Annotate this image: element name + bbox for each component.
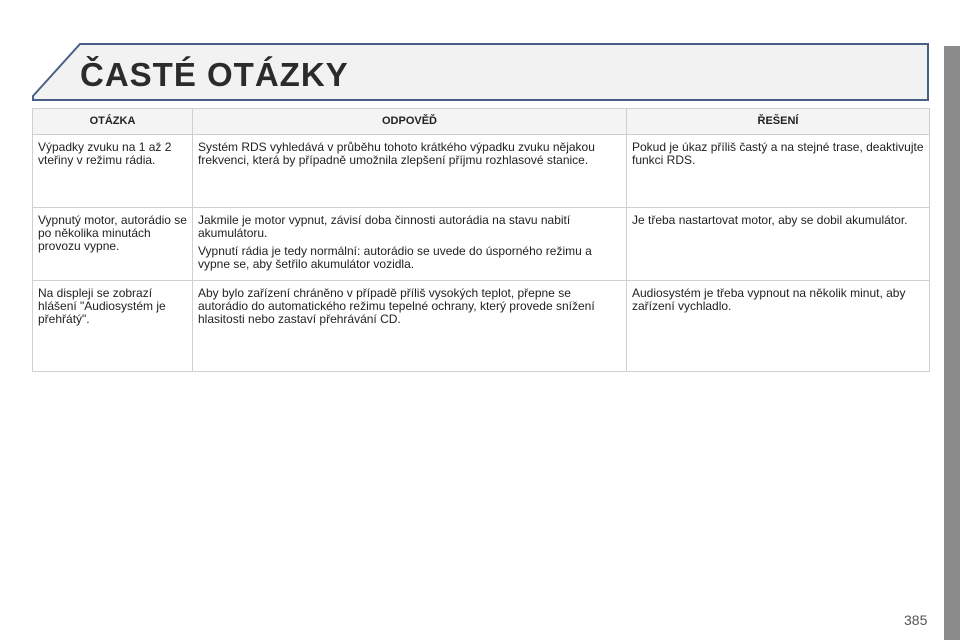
solution-cell: Je třeba nastartovat motor, aby se dobil akumulátor.	[627, 208, 930, 281]
column-header-solution: ŘEŠENÍ	[627, 109, 930, 135]
column-header-answer: ODPOVĚĎ	[193, 109, 627, 135]
page-title: ČASTÉ OTÁZKY	[80, 56, 349, 93]
answer-paragraph: Jakmile je motor vypnut, závisí doba činnosti autorádia na stavu nabití akumulátoru.	[198, 213, 571, 240]
table-row	[33, 208, 930, 281]
solution-cell: Audiosystém je třeba vypnout na několik minut, aby zařízení vychladlo.	[627, 281, 930, 372]
answer-cell	[193, 281, 627, 372]
answer-cell	[193, 208, 627, 281]
answer-paragraph: Systém RDS vyhledává v průběhu tohoto krátkého výpadku zvuku nějakou frekvenci, která by případně umožnila zlepšení příjmu rozhlasové stanice.	[198, 140, 595, 167]
side-tab-bar	[944, 46, 960, 640]
answer-paragraph: Aby bylo zařízení chráněno v případě příliš vysokých teplot, přepne se autorádio do automatického režimu tepelné ochrany, který provede snížení hlasitosti nebo zastaví přehrávání CD.	[198, 286, 595, 326]
solution-cell: Pokud je úkaz příliš častý a na stejné trase, deaktivujte funkci RDS.	[627, 135, 930, 208]
faq-table	[32, 108, 930, 372]
answer-paragraph: Vypnutí rádia je tedy normální: autorádio se uvede do úsporného režimu a vypne se, aby šetřilo akumulátor vozidla.	[198, 244, 592, 271]
question-cell: Na displeji se zobrazí hlášení "Audiosystém je přehřátý".	[33, 281, 193, 372]
table-row	[33, 135, 930, 208]
column-header-question: OTÁZKA	[33, 109, 193, 135]
question-cell: Výpadky zvuku na 1 až 2 vteřiny v režimu rádia.	[33, 135, 193, 208]
table-row	[33, 281, 930, 372]
question-cell: Vypnutý motor, autorádio se po několika minutách provozu vypne.	[33, 208, 193, 281]
answer-cell	[193, 135, 627, 208]
title-banner	[0, 0, 960, 108]
table-header-row	[33, 109, 930, 135]
page-number: 385	[904, 612, 928, 628]
